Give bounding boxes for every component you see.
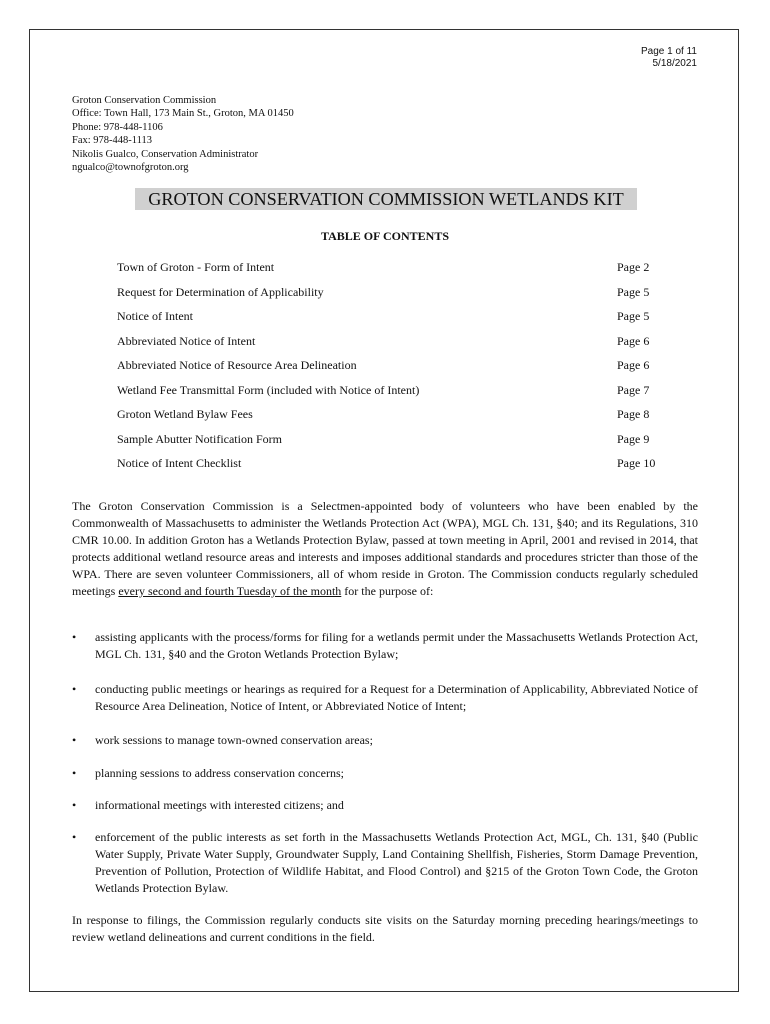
list-item-text: informational meetings with interested citizens; and: [95, 798, 344, 812]
toc-entry-title: Town of Groton - Form of Intent: [117, 260, 275, 274]
list-item-text: enforcement of the public interests as set forth in the Massachusetts Wetlands Protection Act, MGL, Ch. 131, §40 (Public Water Supply, Private Water Supply, Groundwater Supply, Land Containing Shellfish, Fisheries, Storm Damage Prevention, Prevention of Pollution, Protection of Wildlife Habitat, and Flood Control) and §215 of the Groton Town Code, the Groton Wetlands Protection Bylaw.: [95, 830, 698, 895]
toc-heading: TABLE OF CONTENTS: [320, 229, 450, 243]
list-item: [72, 797, 698, 814]
bullet-icon: •: [72, 630, 77, 644]
list-item: [72, 765, 698, 782]
toc-row: [117, 456, 662, 481]
toc-row: [117, 334, 662, 359]
office-email: ngualco@townofgroton.org: [72, 162, 189, 174]
toc-entry-page: Page 6: [617, 333, 650, 348]
toc-entry-page: Page 6: [617, 358, 650, 372]
toc-entry-title: Notice of Intent Checklist: [117, 456, 242, 470]
table-of-contents: [117, 260, 662, 481]
bullet-icon: •: [72, 733, 77, 747]
list-item: [72, 681, 698, 715]
toc-entry-title: Wetland Fee Transmittal Form (included with Notice of Intent): [117, 382, 420, 397]
intro-text: The Groton Conservation Commission is a Selectmen-appointed body of volunteers who have been enabled by the Commonwealth of Massachusetts to administer the Wetlands Protection Act (WPA), MGL Ch. 131, §40; and its Regulations, 310 CMR 10.00. In addition Groton has a Wetlands Protection Bylaw, passed at town meeting in April, 2001 and revised in 2014, that protects additional wetland resource areas and interests and imposes additional standards and procedures stricter than those of the WPA. There are seven volunteer Commissioners, all of whom reside in Groton. The Commission conducts regularly scheduled meetings: [72, 499, 698, 598]
office-administrator: Nikolis Gualco, Conservation Administrator: [72, 148, 259, 160]
toc-entry-title: Sample Abutter Notification Form: [117, 431, 282, 446]
meeting-schedule: every second and fourth Tuesday of the month: [118, 584, 342, 598]
toc-entry-title: Groton Wetland Bylaw Fees: [117, 407, 253, 421]
document-title: GROTON CONSERVATION COMMISSION WETLANDS KIT: [135, 188, 637, 210]
toc-row: [117, 358, 662, 383]
list-item-text: work sessions to manage town-owned conservation areas;: [95, 733, 373, 747]
office-contact-block: [72, 94, 294, 174]
toc-row: [117, 432, 662, 457]
toc-entry-page: Page 7: [617, 382, 650, 397]
bullet-icon: •: [72, 766, 77, 780]
office-phone: Phone: 978-448-1106: [72, 121, 163, 133]
intro-tail: for the purpose of:: [341, 584, 434, 598]
intro-paragraph: [72, 498, 698, 600]
page-date: 5/18/2021: [652, 58, 697, 69]
toc-row: [117, 407, 662, 432]
list-item: [72, 629, 698, 663]
list-item-text: planning sessions to address conservation concerns;: [95, 766, 344, 780]
list-item: [72, 732, 698, 749]
page-number: Page 1 of 11: [641, 46, 697, 57]
office-name: Groton Conservation Commission: [72, 95, 217, 106]
toc-entry-page: Page 9: [617, 431, 650, 446]
toc-entry-title: Abbreviated Notice of Intent: [117, 333, 256, 348]
page-info: [641, 46, 697, 70]
list-item: [72, 829, 698, 897]
closing-paragraph: In response to filings, the Commission regularly conducts site visits on the Saturday morning preceding hearings/meetings to review wetland delineations and current conditions in the field.: [72, 913, 698, 944]
toc-entry-title: Abbreviated Notice of Resource Area Delineation: [117, 358, 357, 372]
toc-entry-page: Page 5: [617, 284, 650, 299]
document-page: [29, 29, 739, 992]
toc-entry-page: Page 8: [617, 407, 650, 421]
toc-row: [117, 260, 662, 285]
list-item-text: assisting applicants with the process/forms for filing for a wetlands permit under the Massachusetts Wetlands Protection Act, MGL Ch. 131, §40 and the Groton Wetlands Protection Bylaw;: [95, 630, 698, 661]
bullet-icon: •: [72, 682, 77, 696]
toc-row: [117, 383, 662, 408]
toc-entry-page: Page 10: [617, 456, 656, 470]
toc-row: [117, 285, 662, 310]
toc-row: [117, 309, 662, 334]
toc-entry-page: Page 2: [617, 260, 650, 274]
toc-entry-title: Request for Determination of Applicability: [117, 284, 324, 299]
office-address: Office: Town Hall, 173 Main St., Groton, MA 01450: [72, 108, 294, 120]
bullet-icon: •: [72, 798, 77, 812]
office-fax: Fax: 978-448-1113: [72, 135, 153, 147]
bullet-icon: •: [72, 830, 77, 844]
list-item-text: conducting public meetings or hearings as required for a Request for a Determination of Applicability, Abbreviated Notice of Resource Area Delineation, Notice of Intent, or Abbreviated Notice of Intent;: [95, 682, 698, 713]
toc-entry-title: Notice of Intent: [117, 309, 193, 323]
toc-entry-page: Page 5: [617, 309, 650, 323]
